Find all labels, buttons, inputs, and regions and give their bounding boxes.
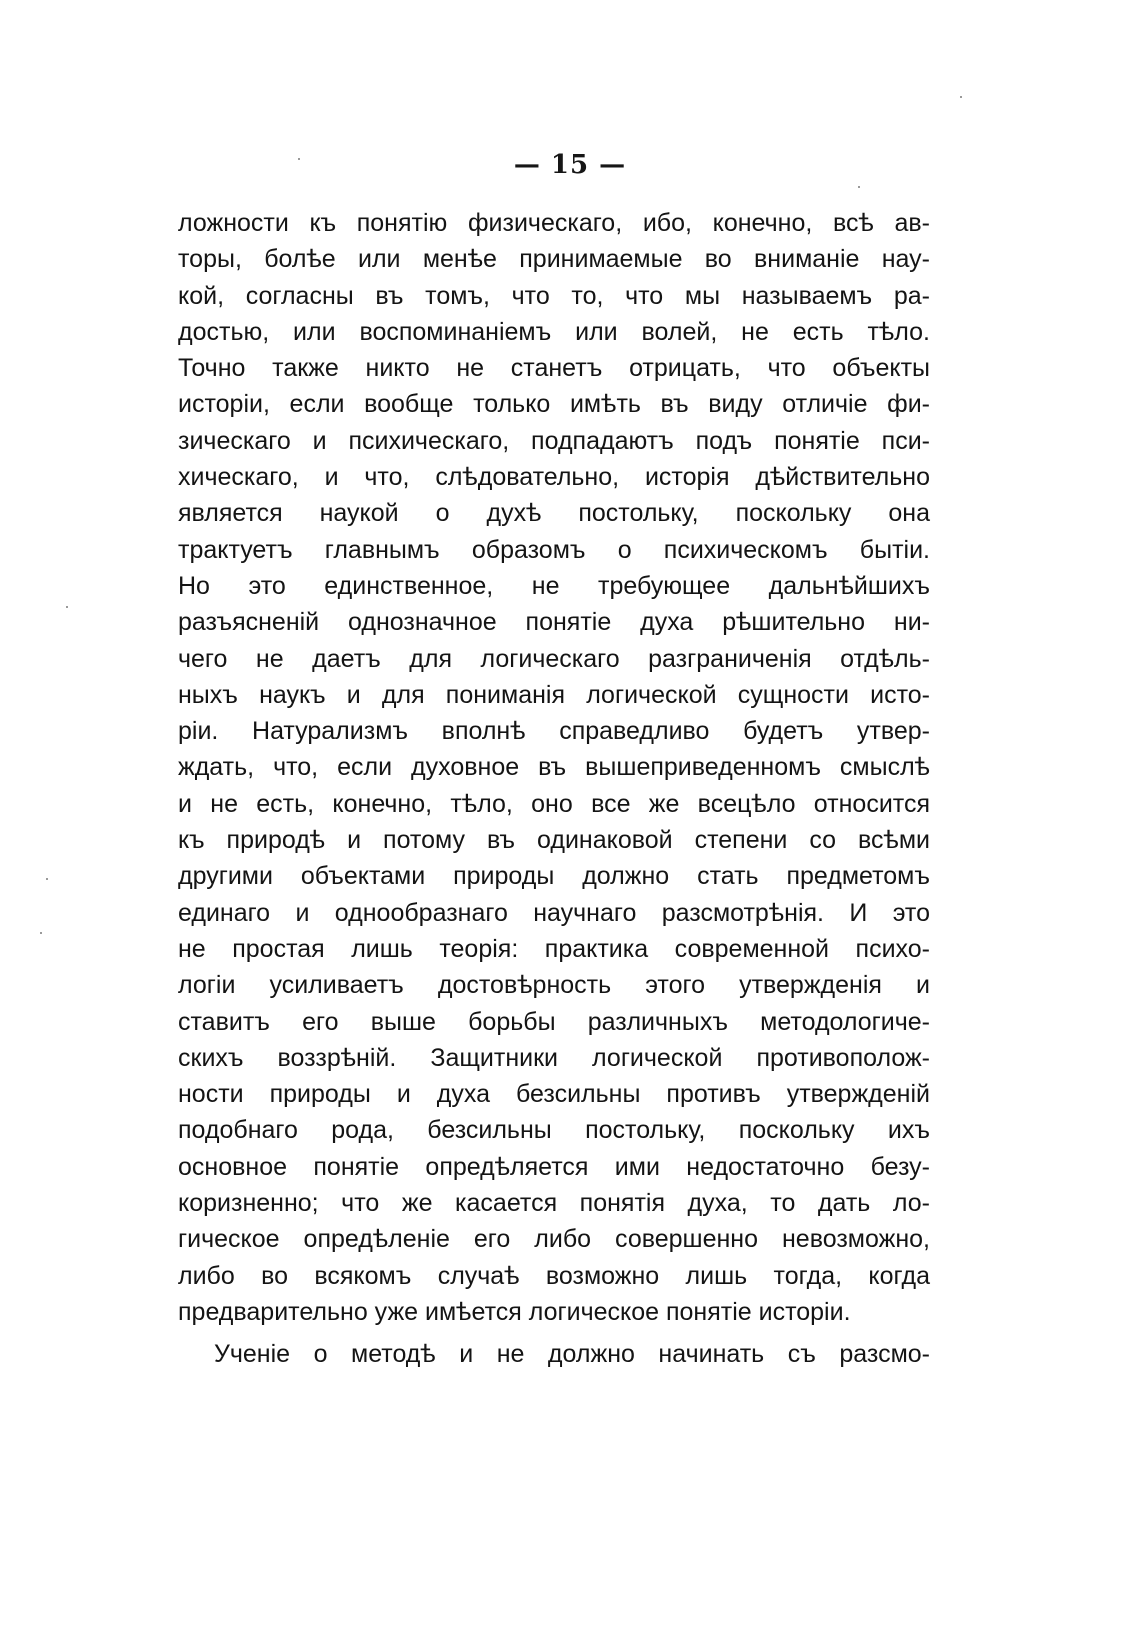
text-line: скихъ воззрѣній. Защитники логической противополож-	[178, 1043, 930, 1072]
text-line: ныхъ наукъ и для пониманія логической сущности исто-	[178, 680, 930, 709]
scan-speck	[46, 878, 48, 880]
text-line: гическое опредѣленіе его либо совершенно невозможно,	[178, 1225, 930, 1254]
text-line: Но это единственное, не требующее дальнѣйшихъ	[178, 571, 930, 600]
text-line: торы, болѣе или менѣе принимаемые во вниманіе нау-	[178, 245, 930, 274]
text-line: ставитъ его выше борьбы различныхъ методологиче-	[178, 1007, 930, 1036]
text-line: основное понятіе опредѣляется ими недостаточно безу-	[178, 1152, 930, 1181]
text-line: ности природы и духа безсильны противъ утвержденій	[178, 1080, 930, 1109]
text-line: другими объектами природы должно стать предметомъ	[178, 862, 930, 891]
text-line: коризненно; что же касается понятія духа, то дать ло-	[178, 1189, 930, 1218]
text-line: подобнаго рода, безсильны постольку, поскольку ихъ	[178, 1116, 930, 1145]
text-line: предварительно уже имѣется логическое понятіе исторіи.	[178, 1297, 851, 1326]
scan-speck	[960, 96, 962, 98]
page-number: — 15 —	[513, 150, 627, 180]
text-line: Ученіе о методѣ и не должно начинать съ разсмо-	[214, 1340, 930, 1369]
text-line: Точно также никто не станетъ отрицать, что объекты	[178, 354, 930, 383]
text-line: разъясненій однозначное понятіе духа рѣшительно ни-	[178, 608, 930, 637]
text-line: зическаго и психическаго, подпадаютъ подъ понятіе пси-	[178, 426, 930, 455]
scan-speck	[298, 158, 300, 160]
text-line: къ природѣ и потому въ одинаковой степени со всѣми	[178, 826, 930, 855]
text-line: достью, или воспоминаніемъ или волей, не есть тѣло.	[178, 317, 930, 346]
text-line: исторіи, если вообще только имѣть въ виду отличіе фи-	[178, 390, 930, 419]
scan-speck	[858, 186, 860, 188]
text-line: является наукой о духѣ постольку, поскольку она	[178, 499, 930, 528]
text-line: чего не даетъ для логическаго разграниченія отдѣль-	[178, 644, 930, 673]
text-line: либо во всякомъ случаѣ возможно лишь тогда, когда	[178, 1261, 930, 1290]
text-line: единаго и однообразнаго научнаго разсмотрѣнія. И это	[178, 898, 930, 927]
text-line: трактуетъ главнымъ образомъ о психическомъ бытіи.	[178, 535, 930, 564]
text-line: ложности къ понятію физическаго, ибо, конечно, всѣ ав-	[178, 209, 930, 237]
body-text	[178, 205, 930, 1373]
scan-speck	[40, 932, 42, 934]
text-line: ждать, что, если духовное въ вышеприведенномъ смыслѣ	[178, 753, 930, 782]
scan-speck	[66, 606, 68, 608]
text-line: кой, согласны въ томъ, что то, что мы называемъ ра-	[178, 281, 930, 310]
text-line: ріи. Натурализмъ вполнѣ справедливо будетъ утвер-	[178, 717, 930, 746]
text-line: не простая лишь теорія: практика современной психо-	[178, 934, 930, 963]
text-line: логіи усиливаетъ достовѣрность этого утвержденія и	[178, 971, 930, 1000]
text-line: и не есть, конечно, тѣло, оно все же всецѣло относится	[178, 789, 930, 818]
text-line: хическаго, и что, слѣдовательно, исторія дѣйствительно	[178, 463, 930, 492]
